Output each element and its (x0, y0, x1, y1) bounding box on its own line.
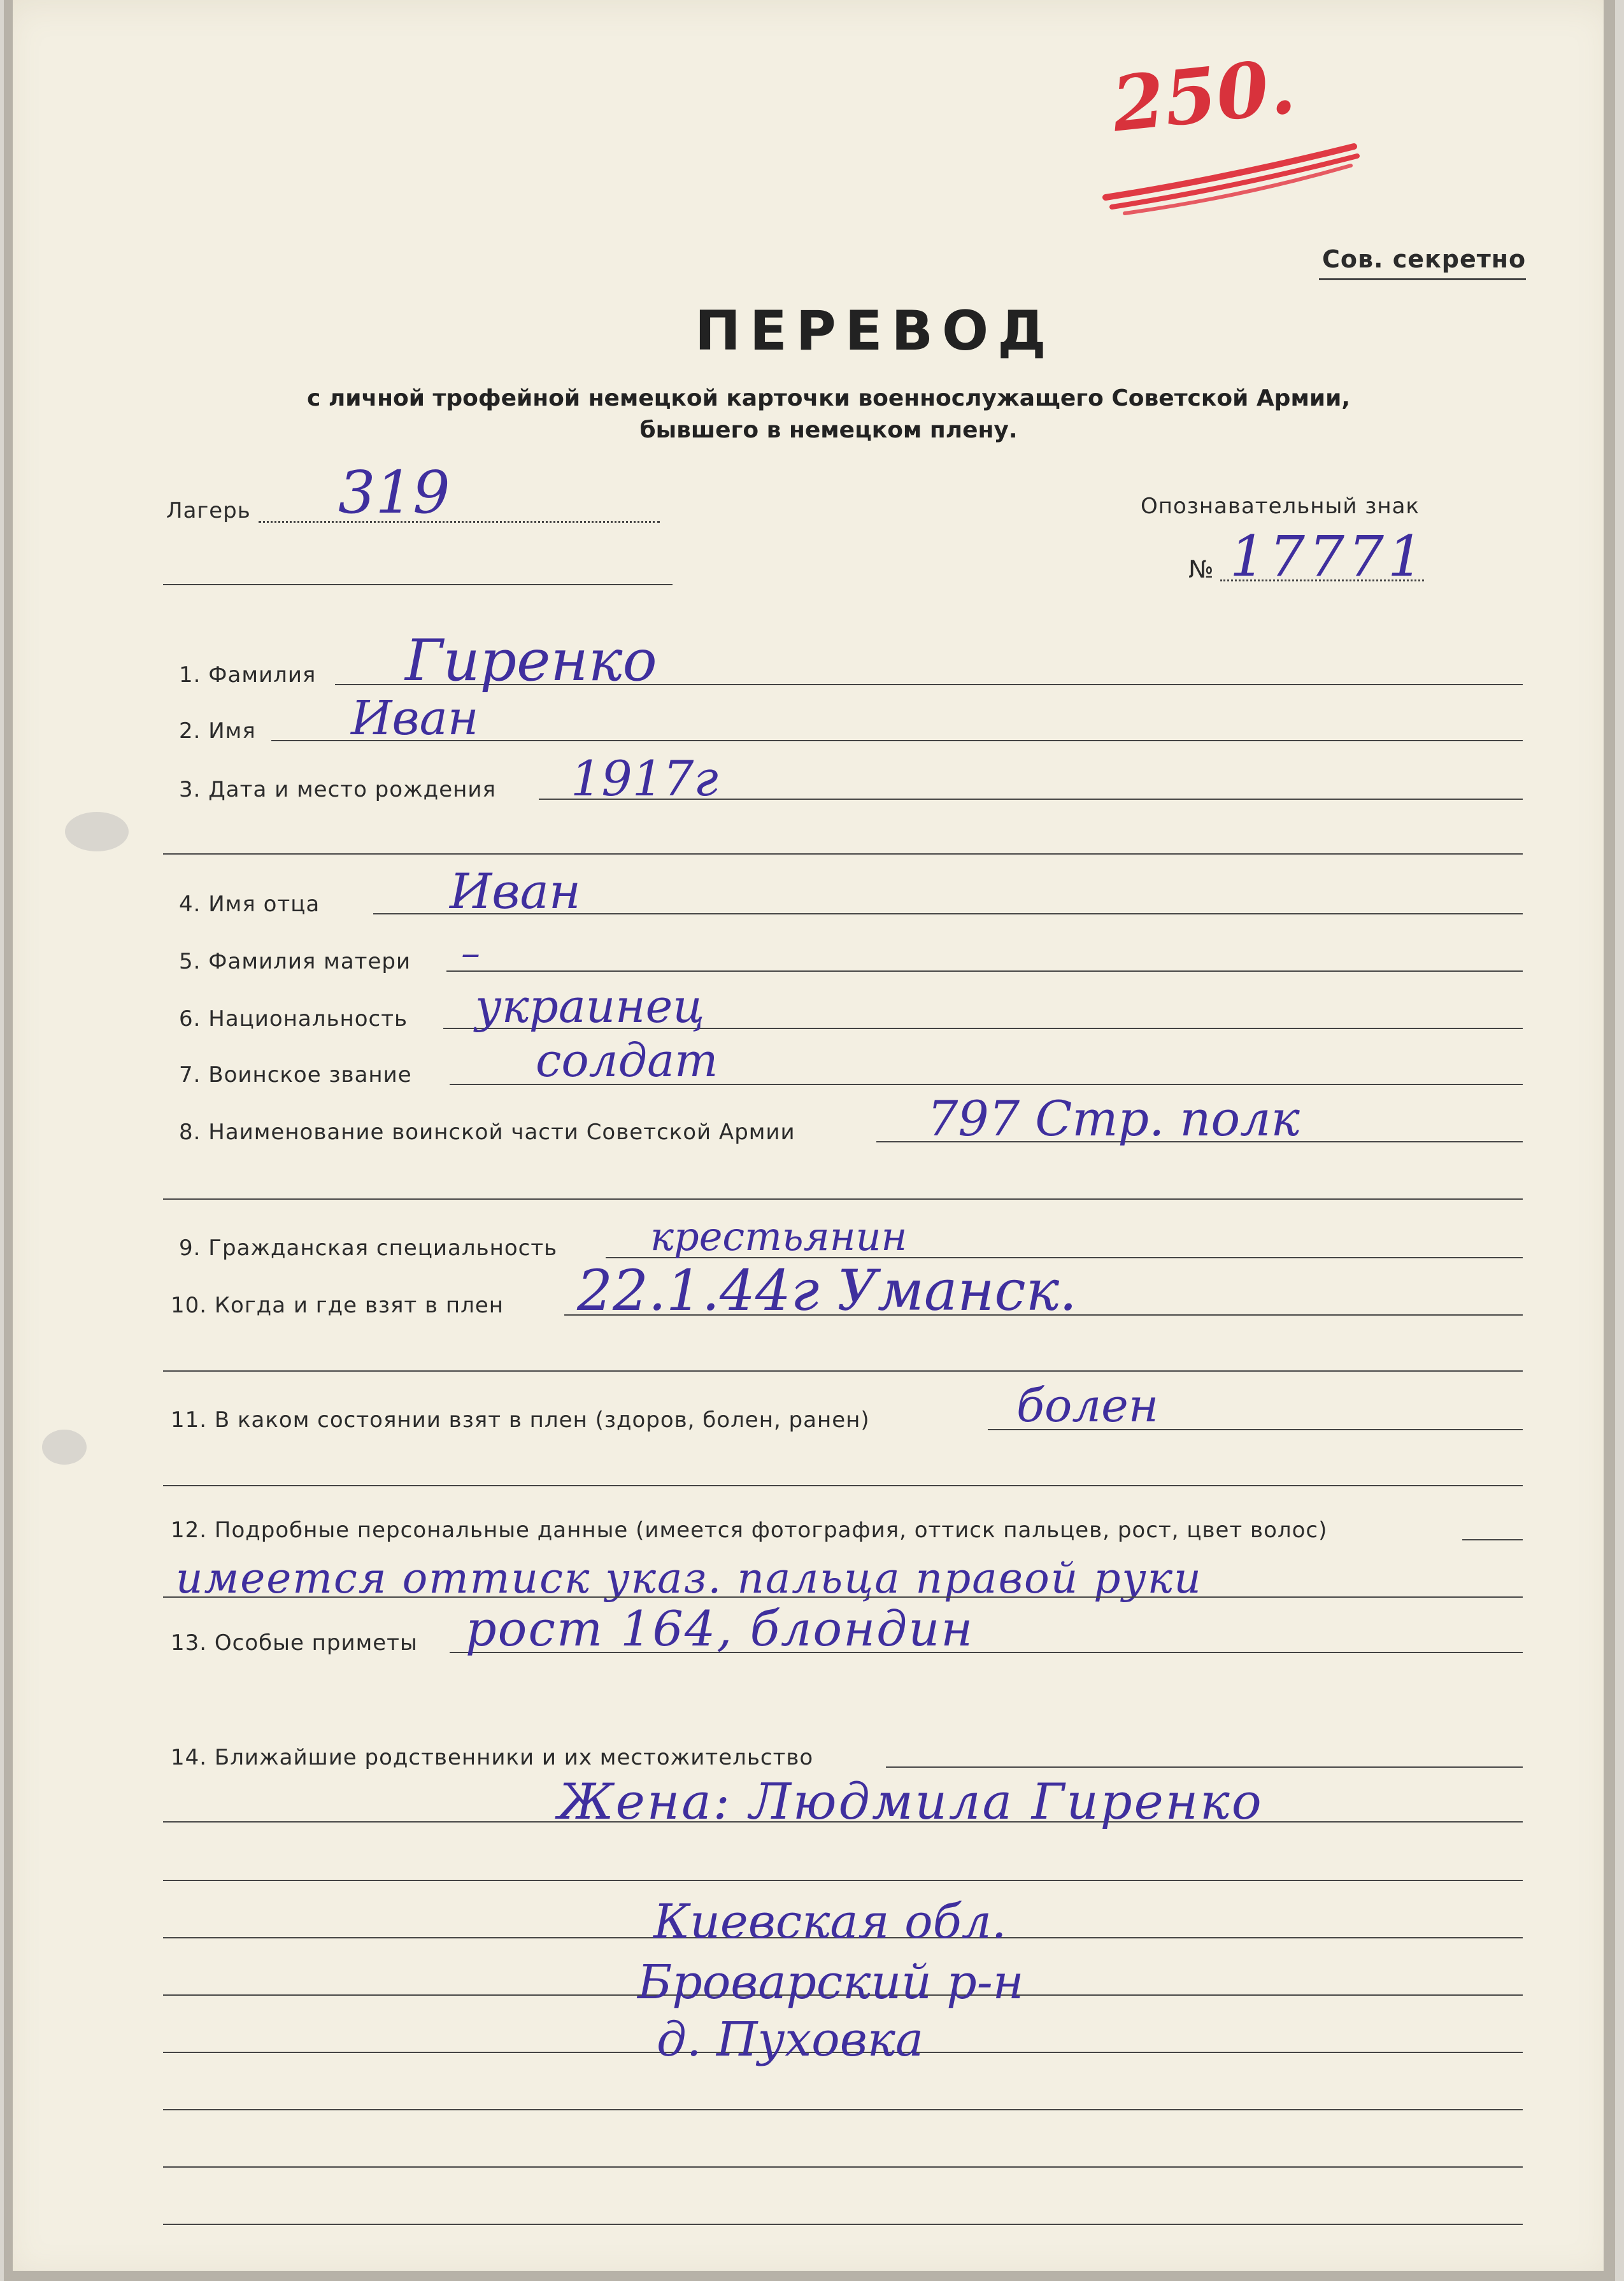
relative-line-1: Жена: Людмила Гиренко (558, 1773, 1264, 1831)
field-7-value: солдат (536, 1034, 718, 1087)
field-14-line-8 (163, 2166, 1523, 2168)
field-2-value: Иван (351, 691, 479, 746)
tag-number-value: 17771 (1230, 523, 1427, 589)
field-5-line (446, 970, 1523, 972)
field-8-label: 8. Наименование воинской части Советской Армии (179, 1119, 795, 1145)
tag-number-prefix: № (1188, 555, 1214, 583)
page-title: ПЕРЕВОД (695, 299, 1055, 363)
field-14-line-7 (163, 2109, 1523, 2110)
punch-hole-bottom (42, 1430, 87, 1465)
relative-line-4: д. Пуховка (657, 2012, 924, 2067)
field-14-line-3 (163, 1880, 1523, 1881)
field-5-label: 5. Фамилия матери (179, 949, 411, 974)
field-12-line (1462, 1539, 1523, 1540)
field-14-line-9 (163, 2224, 1523, 2225)
scan-border-bottom (4, 2271, 1615, 2281)
field-14-label: 14. Ближайшие родственники и их местожительство (171, 1745, 814, 1770)
field-9-label: 9. Гражданская специальность (179, 1235, 558, 1261)
field-6-value: украинец (475, 979, 705, 1033)
subtitle-line-1: с личной трофейной немецкой карточки военнослужащего Советской Армии, (306, 385, 1351, 411)
camp-line-2 (163, 584, 673, 585)
field-4-label: 4. Имя отца (179, 892, 320, 917)
field-13-label: 13. Особые приметы (171, 1630, 418, 1656)
punch-hole-top (65, 812, 129, 851)
scan-border-left (4, 0, 13, 2281)
field-11-value: болен (1016, 1379, 1159, 1432)
field-10-value: 22.1.44г Уманск. (577, 1258, 1078, 1323)
page-mark: 250. (1108, 41, 1299, 149)
field-1-label: 1. Фамилия (179, 662, 317, 688)
relative-line-3: Броварский р-н (637, 1955, 1024, 2010)
tag-label: Опознавательный знак (1141, 494, 1420, 519)
red-underline-marks (1099, 127, 1367, 217)
field-8-line-2 (163, 1198, 1523, 1200)
field-2-label: 2. Имя (179, 718, 256, 744)
field-6-label: 6. Национальность (179, 1006, 408, 1032)
camp-value: 319 (338, 458, 450, 527)
scan-border-right (1604, 0, 1615, 2281)
field-5-value: – (461, 931, 480, 976)
field-12-label: 12. Подробные персональные данные (имеется фотография, оттиск пальцев, рост, цвет волос) (171, 1517, 1328, 1543)
field-11-line-2 (163, 1485, 1523, 1486)
camp-label: Лагерь (166, 498, 251, 523)
field-9-value: крестьянин (650, 1213, 908, 1260)
relative-line-2: Киевская обл. (653, 1894, 1007, 1949)
classification-label: Сов. секретно (1322, 245, 1527, 273)
field-7-label: 7. Воинское звание (179, 1062, 412, 1088)
field-8-value: 797 Стр. полк (927, 1090, 1300, 1147)
field-10-label: 10. Когда и где взят в плен (171, 1293, 504, 1318)
classification-underline (1319, 278, 1526, 280)
camp-line (259, 521, 660, 523)
field-4-value: Иван (450, 863, 581, 920)
document-page (4, 0, 1615, 2281)
field-11-label: 11. В каком состоянии взят в плен (здоров, болен, ранен) (171, 1407, 870, 1433)
field-13-value: рост 164, блондин (466, 1600, 974, 1657)
field-3-label: 3. Дата и место рождения (179, 777, 496, 802)
field-1-value: Гиренко (405, 627, 657, 694)
field-3-value: 1917г (571, 750, 718, 807)
field-3-line-2 (163, 853, 1523, 855)
field-12-line-2 (163, 1596, 1523, 1598)
field-10-line-2 (163, 1370, 1523, 1372)
subtitle-line-2: бывшего в немецком плену. (639, 417, 1018, 443)
field-12-value: имеется оттиск указ. пальца правой руки (176, 1554, 1202, 1603)
field-14-line (886, 1766, 1523, 1768)
